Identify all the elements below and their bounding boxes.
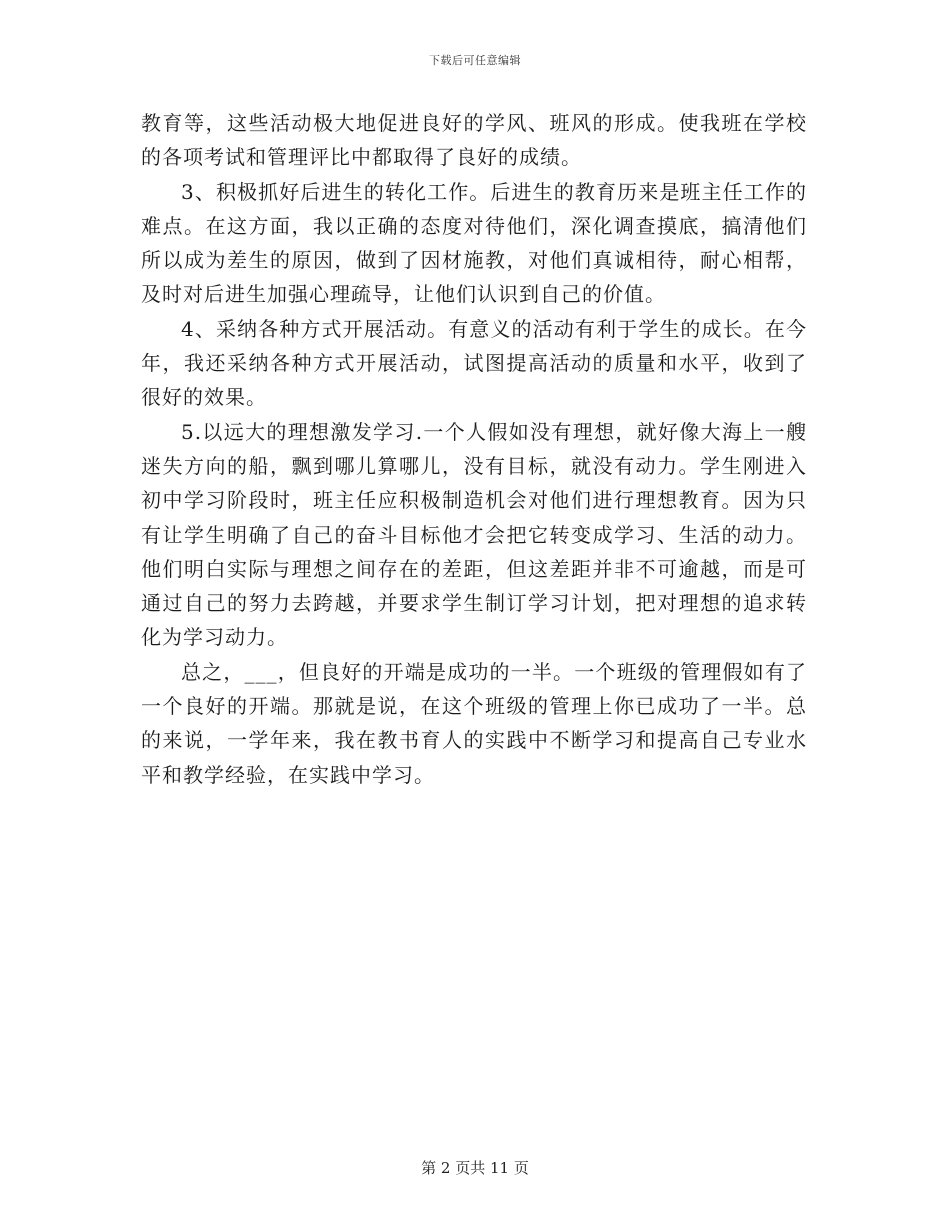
- paragraph-3: 4、采纳各种方式开展活动。有意义的活动有利于学生的成长。在今年，我还采纳各种方式开展活动，试图提高活动的质量和水平，收到了很好的效果。: [141, 316, 807, 410]
- paragraph-2: 3、积极抓好后进生的转化工作。后进生的教育历来是班主任工作的难点。在这方面，我以正确的态度对待他们，深化调查摸底，搞清他们所以成为差生的原因，做到了因材施教，对他们真诚相待，耐心相帮，及时对后进生加强心理疏导，让他们认识到自己的价值。: [141, 179, 807, 307]
- paragraph-4: 5.以远大的理想激发学习.一个人假如没有理想，就好像大海上一艘迷失方向的船，飘到哪儿算哪儿，没有目标，就没有动力。学生刚进入初中学习阶段时，班主任应积极制造机会对他们进行理想教育。因为只有让学生明确了自己的奋斗目标他才会把它转变成学习、生活的动力。他们明白实际与理想之间存在的差距，但这差距并非不可逾越，而是可通过自己的努力去跨越，并要求学生制订学习计划，把对理想的追求转化为学习动力。: [141, 419, 807, 650]
- document-body: [141, 106, 807, 792]
- paragraph-1: 教育等，这些活动极大地促进良好的学风、班风的形成。使我班在学校的各项考试和管理评比中都取得了良好的成绩。: [141, 111, 807, 170]
- page-footer: 第 2 页共 11 页: [421, 1159, 529, 1177]
- page-header: 下载后可任意编辑: [429, 54, 521, 67]
- paragraph-5: 总之，___，但良好的开端是成功的一半。一个班级的管理假如有了一个良好的开端。那就是说，在这个班级的管理上你已成功了一半。总的来说，一学年来，我在教书育人的实践中不断学习和提高自己专业水平和教学经验，在实践中学习。: [141, 659, 807, 787]
